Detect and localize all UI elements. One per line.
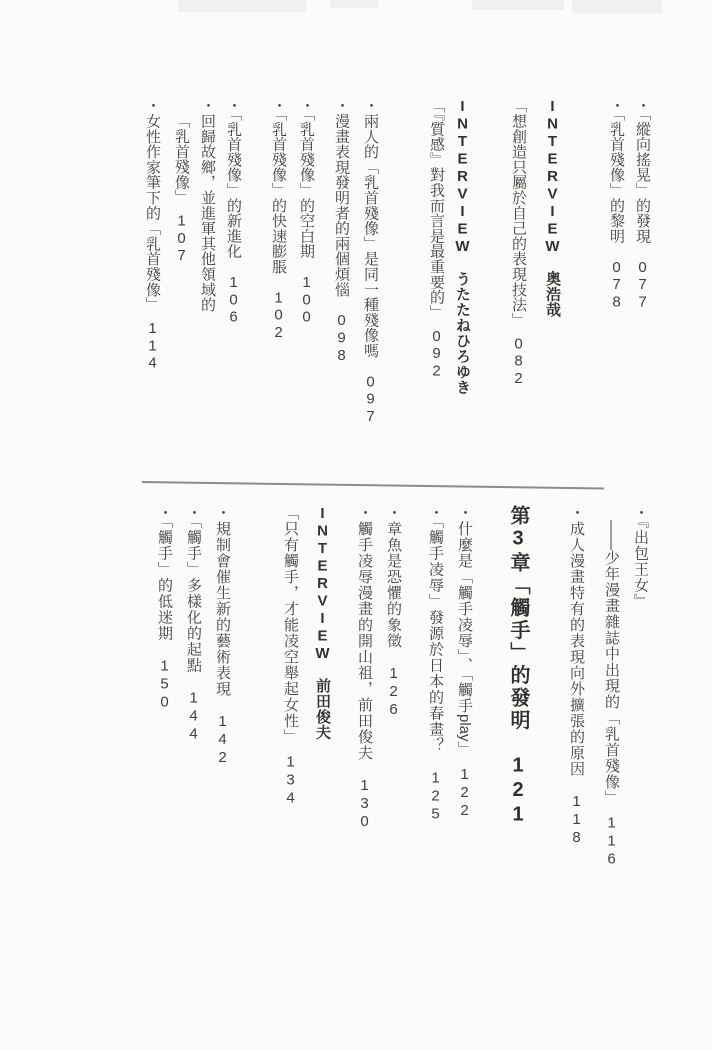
toc-entry: ・章魚是恐懼的象徵 126 [385, 505, 402, 719]
section-divider [142, 481, 604, 489]
toc-entry-text: ・什麼是「觸手凌辱」、「觸手 [456, 505, 473, 714]
toc-entry: ・『出包王女』 [632, 505, 649, 610]
toc-entry: ・漫畫表現發明者的兩個煩惱 098 [333, 98, 350, 365]
toc-entry: 「只有觸手，才能凌空舉起女性」 134 [282, 505, 299, 808]
toc-entry-text: 少年漫畫雜誌中出現的「乳首殘像」 116 [603, 550, 620, 869]
toc-entry: ・回歸故鄉，並進軍其他領域的 [199, 98, 216, 313]
interview-heading-oku-hiroya: INTERVIEW 奥浩哉 [544, 98, 561, 318]
toc-entry: ・「觸手凌辱」發源於日本的春畫？ 125 [427, 505, 444, 824]
toc-entry [450, 505, 479, 900]
toc-entry: ・成人漫畫特有的表現向外擴張的原因 118 [568, 505, 585, 847]
toc-entry: ・兩人的「乳首殘像」是同一種殘像嗎 097 [362, 98, 379, 426]
toc-entry-continuation: 「乳首殘像」 107 [173, 113, 190, 265]
em-dash: —— [603, 520, 620, 550]
toc-section-bottom [150, 505, 655, 900]
toc-entry: ・「乳首殘像」的快速膨脹 102 [270, 98, 287, 342]
toc-entry: ・「乳首殘像」的黎明 078 [608, 98, 625, 311]
latin-text: play [456, 714, 473, 742]
scan-artifact [572, 0, 662, 13]
toc-entry-text: 」 122 [456, 741, 473, 821]
toc-entry: ・女性作家筆下的「乳首殘像」 114 [144, 98, 161, 372]
toc-entry: ・「觸手」的低迷期 150 [156, 505, 173, 712]
toc-entry: ・「乳首殘像」的空白期 100 [298, 98, 315, 326]
interview-heading-maeda-toshio: INTERVIEW 前田俊夫 [314, 505, 331, 740]
toc-section-top [139, 98, 655, 448]
toc-entry: ・規制會催生新的藝術表現 142 [214, 505, 231, 767]
chapter-3-heading: 第3章「觸手」的發明 121 [507, 505, 529, 828]
toc-entry: ・觸手凌辱漫畫的開山祖，前田俊夫 130 [356, 505, 373, 831]
toc-entry-continuation [597, 505, 626, 900]
scan-artifact [330, 0, 378, 8]
toc-entry: 「『質感』對我而言是最重要的」 092 [428, 98, 445, 380]
toc-entry: ・「乳首殘像」的新進化 106 [225, 98, 242, 326]
interview-heading-utatane-hiroyuki: INTERVIEW うたたねひろゆき [454, 98, 471, 395]
toc-entry: ・「縱向搖晃」的發現 077 [634, 98, 651, 311]
toc-entry: ・「觸手」多樣化的起點 144 [185, 505, 202, 744]
scan-artifact [472, 0, 564, 10]
toc-entry: 「想創造只屬於自己的表現技法」 082 [510, 98, 527, 388]
scan-artifact [178, 0, 306, 12]
